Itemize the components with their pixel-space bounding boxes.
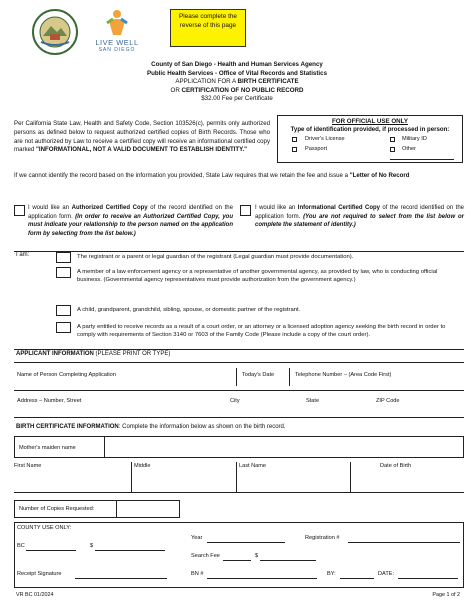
county-date-line[interactable]	[398, 578, 458, 579]
county-title: COUNTY USE ONLY:	[17, 525, 72, 531]
page-number: Page 1 of 2	[432, 592, 460, 598]
official-title: FOR OFFICIAL USE ONLY	[332, 118, 408, 125]
relationship-3-text: A child, grandparent, grandchild, sibling, spouse, or domestic partner of the registrant.	[77, 307, 301, 313]
relationship-1-text: The registrant or a parent or legal guardian of the registrant (Legal guardian must provide documentation).	[77, 254, 354, 260]
id-passport-checkbox[interactable]	[292, 147, 297, 152]
county-year-line[interactable]	[207, 542, 285, 543]
official-use-box	[277, 115, 463, 163]
county-by-line[interactable]	[340, 578, 374, 579]
applicant-top-rule	[14, 349, 464, 350]
county-amount-line[interactable]	[95, 550, 165, 551]
official-subtitle: Type of identification provided, if processed in person:	[290, 126, 450, 133]
birth-divider-1	[131, 462, 132, 492]
authorized-text-c: of the record identified on the application form.	[28, 205, 233, 220]
logo-text-live-well: LIVE WELL	[95, 38, 139, 47]
form-id: VR BC 01/2024	[16, 592, 54, 598]
id-drivers-license-label: Driver's License	[305, 136, 345, 142]
birth-heading-note: : Complete the information below as shown on the birth record.	[118, 424, 286, 430]
app-prefix: APPLICATION FOR A	[175, 78, 238, 86]
title-line-1: County of San Diego - Health and Human Services Agency	[151, 61, 323, 68]
applicant-name-label: Name of Person Completing Application	[17, 372, 116, 378]
iam-label: I am:	[16, 252, 30, 258]
relationship-1-checkbox[interactable]	[56, 252, 71, 263]
id-military-label: Military ID	[402, 136, 427, 142]
no-record-paragraph	[14, 172, 464, 181]
informational-text-a: I would like an	[255, 205, 298, 211]
county-bc-line[interactable]	[26, 550, 76, 551]
birth-divider-3	[350, 462, 351, 492]
id-passport-label: Passport	[305, 146, 328, 152]
intro-paragraph	[14, 120, 270, 155]
applicant-state-label: State	[306, 398, 320, 404]
mother-maiden-field[interactable]	[14, 436, 464, 458]
relationship-2-checkbox[interactable]	[56, 267, 71, 278]
title-line-2: Public Health Services - Office of Vital Records and Statistics	[146, 69, 328, 77]
birth-divider-2	[236, 462, 237, 492]
id-drivers-license-checkbox[interactable]	[292, 137, 297, 142]
county-receipt-label: Receipt Signature	[17, 571, 62, 577]
id-military-checkbox[interactable]	[390, 137, 395, 142]
county-search-amount-line[interactable]	[260, 560, 316, 561]
or-type: CERTIFICATION OF NO PUBLIC RECORD	[181, 86, 304, 94]
county-use-box	[14, 522, 464, 588]
birth-heading	[16, 424, 286, 431]
authorized-text-b: Authorized Certified Copy	[71, 205, 148, 211]
birth-heading-bold: BIRTH CERTIFICATE INFORMATION	[16, 424, 119, 430]
county-search-fee-label: Search Fee	[191, 553, 220, 559]
county-search-dollar: $	[255, 553, 259, 559]
maiden-divider	[104, 436, 105, 458]
logo-text-san-diego: SAN DIEGO	[98, 47, 136, 53]
county-by-label: BY:	[327, 571, 336, 577]
birth-names-bottom-line[interactable]	[14, 492, 464, 493]
notice-box	[170, 9, 246, 47]
no-record-bold: "Letter of No Record	[349, 172, 410, 179]
informational-text-d: (You are not required to select from the list below or complete the statement of identity.)	[255, 213, 464, 229]
county-bc-dollar: $	[90, 543, 94, 549]
applicant-heading-bold: APPLICANT INFORMATION	[16, 351, 94, 357]
applicant-zip-label: ZIP Code	[376, 398, 400, 404]
applicant-city-label: City	[230, 398, 240, 404]
county-receipt-line[interactable]	[75, 578, 167, 579]
relationship-3-checkbox[interactable]	[56, 305, 71, 316]
authorized-copy-checkbox[interactable]	[14, 205, 25, 216]
iam-top-rule	[14, 251, 464, 252]
form-title	[100, 61, 374, 104]
applicant-divider-1	[236, 368, 237, 386]
copies-divider	[116, 500, 117, 518]
county-registration-label: Registration #	[305, 535, 340, 541]
relationship-4-checkbox[interactable]	[56, 322, 71, 333]
county-date-label: DATE:	[378, 571, 395, 577]
county-bn-label: BN #	[191, 571, 204, 577]
applicant-phone-label: Telephone Number – (Area Code First)	[295, 372, 392, 378]
intro-text: Per California State Law, Health and Safety Code, Section 103526(c), permits only authorized persons as defined below to request authorized certified copies of Birth Records. Those who are not authorized by Law to receive a certified copy will receive an informational certified copy marked	[14, 120, 270, 154]
informational-text-c: of the record identified on the application form.	[255, 205, 465, 220]
authorized-text-a: I would like an	[28, 205, 72, 211]
applicant-heading	[16, 351, 170, 358]
applicant-address-label: Address – Number, Street	[17, 398, 82, 404]
or-prefix: OR	[170, 86, 182, 94]
birth-top-rule	[14, 417, 464, 418]
notice-text: Please complete the reverse of this page	[179, 13, 237, 29]
county-bc-label: BC	[17, 543, 25, 549]
copies-label: Number of Copies Requested:	[19, 506, 95, 512]
authorized-copy-text	[28, 204, 233, 238]
id-other-line	[390, 159, 454, 160]
id-other-checkbox[interactable]	[390, 147, 395, 152]
copies-field[interactable]	[14, 500, 180, 518]
informational-text-b: Informational Certified Copy	[297, 205, 380, 211]
county-year-label: Year	[191, 535, 203, 541]
informational-copy-text	[255, 204, 464, 230]
relationship-4-text: A party entitled to receive records as a result of a court order, or an attorney or a licensed adoption agency seeking the birth record in order to comply with requirements of Section 3140 or 7603 of the Family Code (Please include a copy of the court order).	[77, 324, 446, 339]
county-registration-line[interactable]	[348, 542, 460, 543]
county-seal	[31, 8, 79, 56]
county-bn-line[interactable]	[207, 578, 317, 579]
fee-text: $32.00 Fee per Certificate	[201, 95, 273, 103]
last-name-label: Last Name	[239, 463, 267, 469]
county-search-fee-line[interactable]	[223, 560, 251, 561]
applicant-heading-note: (PLEASE PRINT OR TYPE)	[93, 351, 171, 357]
applicant-name-top-line[interactable]	[14, 362, 464, 363]
applicant-address-top-line[interactable]	[14, 390, 464, 391]
intro-bold: "INFORMATIONAL, NOT A VALID DOCUMENT TO ESTABLISH IDENTITY."	[36, 146, 248, 154]
mother-maiden-label: Mother's maiden name	[19, 445, 76, 451]
applicant-date-label: Today's Date	[242, 372, 275, 378]
relationship-2-text: A member of a law enforcement agency or a representative of another governmental agency, as provided by law, who is conducting official business. (Governmental agency representatives must provide authorization from the government agency.)	[77, 269, 438, 284]
authorized-text-d: (In order to receive an Authorized Certified Copy, you must indicate your relationship to the person named on the application form by selecting from the list below.)	[28, 213, 233, 237]
applicant-divider-2	[289, 368, 290, 386]
live-well-logo	[91, 9, 143, 57]
first-name-label: First Name	[14, 463, 42, 469]
date-of-birth-label: Date of Birth	[380, 463, 412, 469]
app-type: BIRTH CERTIFICATE	[237, 78, 299, 86]
middle-name-label: Middle	[134, 463, 151, 469]
id-other-label: Other	[402, 146, 416, 152]
no-record-text: If we cannot identify the record based on the information you provided, State Law requires that we retain the fee and issue a	[14, 172, 350, 179]
informational-copy-checkbox[interactable]	[240, 205, 251, 216]
